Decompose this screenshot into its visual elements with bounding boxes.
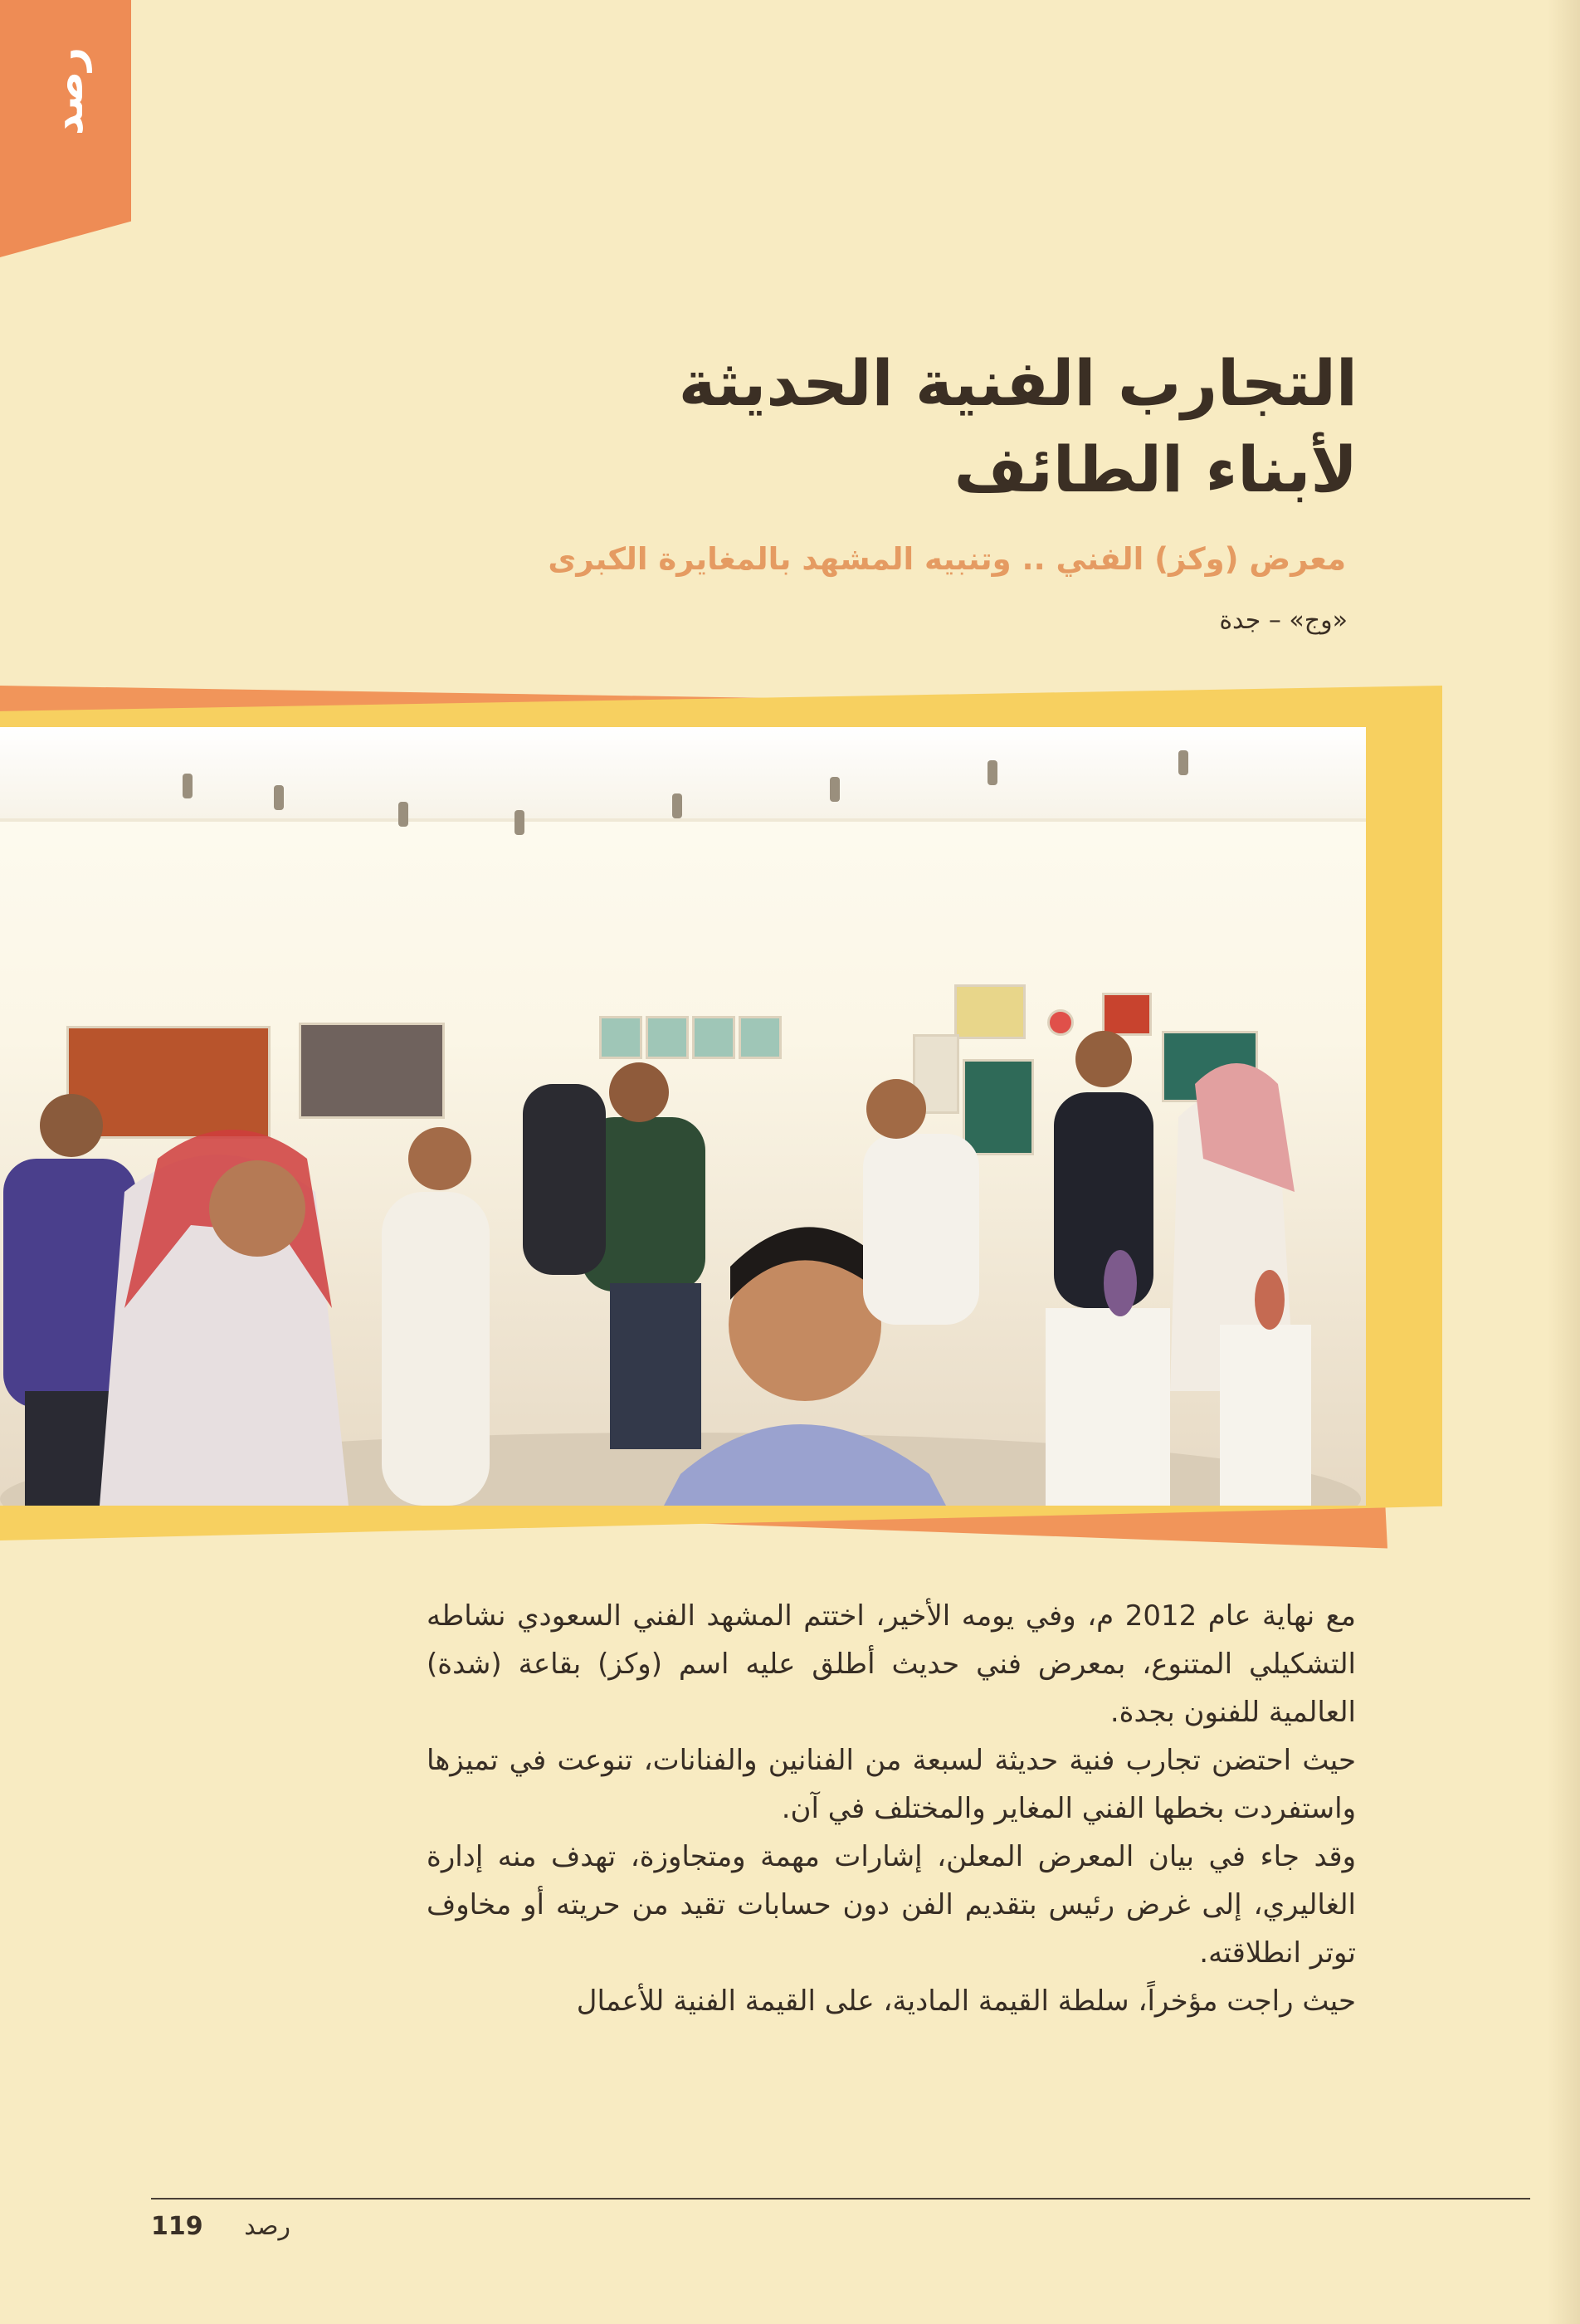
- article-title-line-1: التجارب الفنية الحديثة: [678, 346, 1358, 420]
- page-edge-shadow: [1547, 0, 1580, 2324]
- visitor-head: [609, 1062, 669, 1122]
- article-body: [427, 1592, 1356, 2025]
- body-paragraph-4: حيث راجت مؤخراً، سلطة القيمة المادية، على القيمة الفنية للأعمال: [576, 1985, 1356, 2018]
- article-byline: «وج» – جدة: [1219, 606, 1348, 635]
- exhibition-visitors: [0, 727, 1366, 1506]
- body-paragraph-1: مع نهاية عام 2012 م، وفي يومه الأخير، اختتم المشهد الفني السعودي نشاطه التشكيلي المتنوع، بمعرض فني حديث أطلق عليه اسم (وكز) بقاعة (شدة) العالمية للفنون بجدة.: [427, 1599, 1356, 1729]
- pedestal: [1046, 1308, 1170, 1506]
- pedestal: [1220, 1325, 1311, 1506]
- visitor: [610, 1283, 701, 1449]
- article-title: [445, 340, 1358, 513]
- visitor-head: [40, 1094, 103, 1157]
- visitor: [382, 1192, 490, 1506]
- vase-sculpture: [1104, 1250, 1137, 1316]
- page-number: 119: [151, 2212, 203, 2241]
- visitor-head: [866, 1079, 926, 1139]
- gallery-photo: [0, 727, 1366, 1506]
- footer-rule: [151, 2198, 1530, 2200]
- vase-sculpture: [1255, 1270, 1285, 1330]
- visitor: [863, 1134, 979, 1325]
- section-tab-label: رصد: [44, 47, 92, 135]
- visitor-head: [209, 1160, 305, 1257]
- article-subtitle: معرض (وكز) الفني .. وتنبيه المشهد بالمغايرة الكبرى: [548, 541, 1346, 577]
- body-paragraph-2: حيث احتضن تجارب فنية حديثة لسبعة من الفنانين والفنانات، تنوعت في تميزها واستفردت بخطها الفني المغاير والمختلف في آن.: [427, 1744, 1356, 1825]
- footer-magazine-name: رصد: [244, 2212, 290, 2241]
- visitor-head: [408, 1127, 471, 1190]
- article-title-line-2: لأبناء الطائف: [953, 432, 1358, 506]
- visitor: [523, 1084, 606, 1275]
- visitor: [1054, 1092, 1153, 1308]
- visitor-head: [1075, 1031, 1132, 1087]
- body-paragraph-3: وقد جاء في بيان المعرض المعلن، إشارات مهمة ومتجاوزة، تهدف منه إدارة الغاليري، إلى غرض رئيس بتقديم الفن دون حسابات تقيد من حريته أو مخاوف توتر انطلاقته.: [427, 1840, 1356, 1970]
